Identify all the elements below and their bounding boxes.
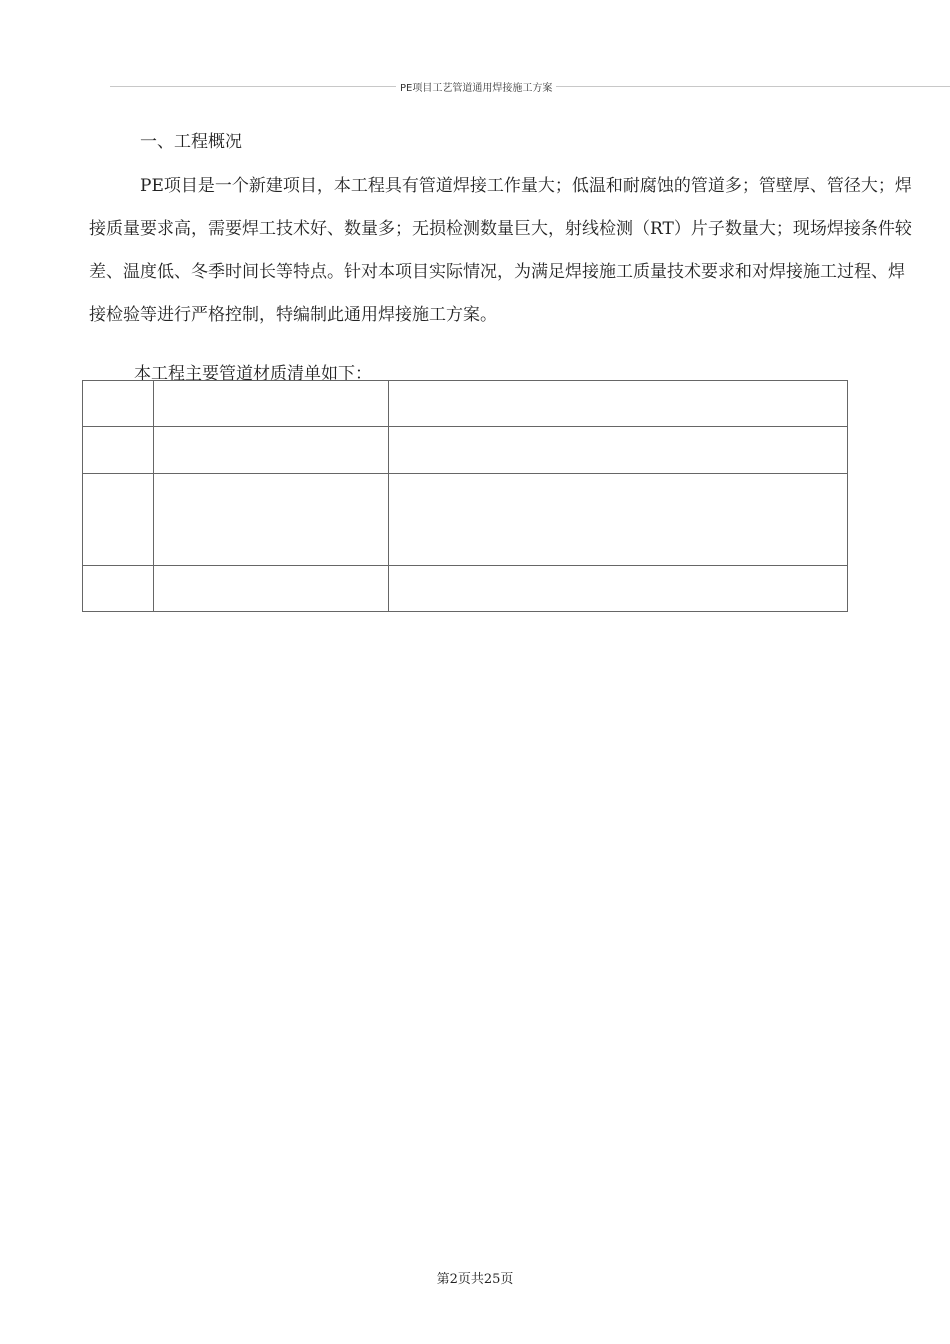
table-row <box>83 566 848 612</box>
paragraph-text: PE项目是一个新建项目，本工程具有管道焊接工作量大；低温和耐腐蚀的管道多；管壁厚、管径大；焊接质量要求高，需要焊工技术好、数量多；无损检测数量巨大，射线检测（RT）片子数量大；现场焊接条件较差、温度低、冬季时间长等特点。针对本项目实际情况，为满足焊接施工质量技术要求和对焊接施工过程、焊接检验等进行严格控制，特编制此通用焊接施工方案。 <box>89 176 912 325</box>
table-cell <box>83 381 154 427</box>
table-cell <box>83 566 154 612</box>
table-row <box>83 427 848 474</box>
table-cell <box>389 474 848 566</box>
table-cell <box>83 474 154 566</box>
table-cell <box>154 427 389 474</box>
table-cell <box>83 427 154 474</box>
page-footer: 第2页共25页 <box>436 1272 514 1287</box>
overview-paragraph <box>89 165 919 337</box>
table-cell <box>154 381 389 427</box>
table-row <box>83 381 848 427</box>
running-header: PE项目工艺管道通用焊接施工方案 <box>396 79 556 94</box>
table-cell <box>154 474 389 566</box>
table-cell <box>389 381 848 427</box>
table-cell <box>389 427 848 474</box>
table-cell <box>154 566 389 612</box>
table-row <box>83 474 848 566</box>
table-intro: 本工程主要管道材质清单如下： <box>134 364 372 384</box>
section-heading: 一、工程概况 <box>140 132 242 152</box>
materials-table <box>82 380 848 612</box>
table-cell <box>389 566 848 612</box>
